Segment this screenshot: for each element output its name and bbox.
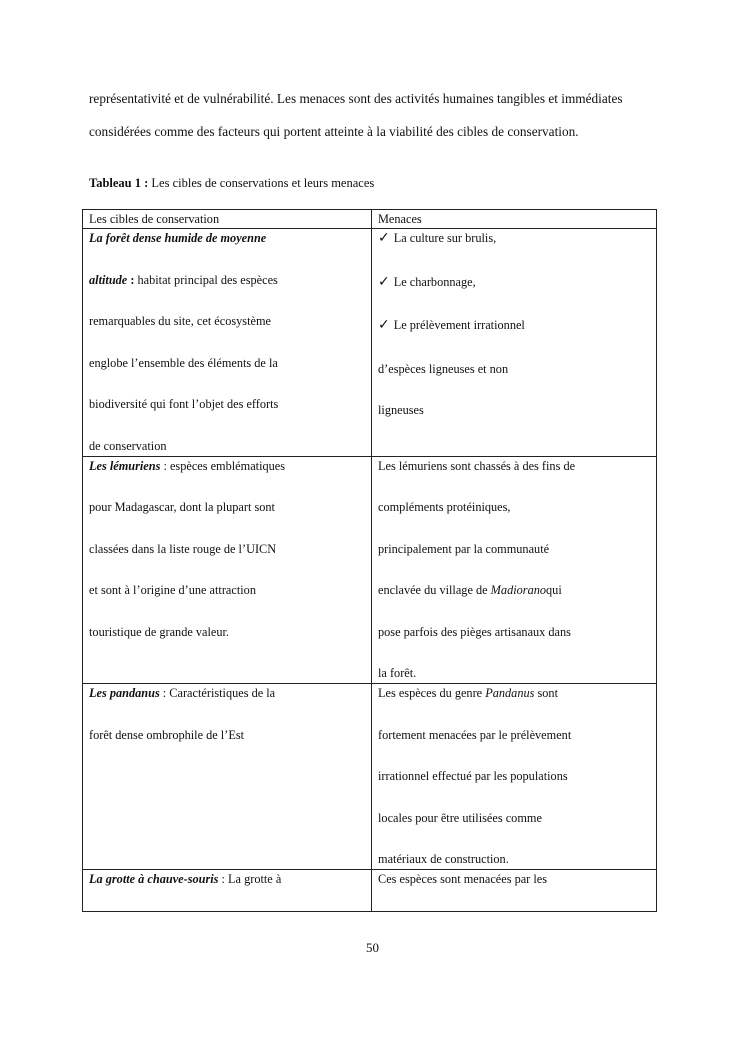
page-number: 50 [366,940,379,955]
table-row [83,870,657,912]
threat-text: Les espèces du genre [378,686,486,700]
target-text: classées dans la liste rouge de l’UICN [89,541,277,556]
threat-text: fortement menacées par le prélèvement [378,727,572,742]
threat-text: Les lémuriens sont chassés à des fins de [378,458,576,473]
table-row [83,684,657,870]
target-text: pour Madagascar, dont la plupart sont [89,500,275,514]
table-caption-text: Les cibles de conservations et leurs menaces [148,176,375,190]
target-text: : La grotte à [218,872,282,886]
threat-text: pose parfois des pièges artisanaux dans [378,624,571,639]
threats-cell [372,684,657,870]
target-text: remarquables du site, cet écosystème [89,314,271,328]
target-text: biodiversité qui font l’objet des efforts [89,397,279,411]
target-text: : espèces emblématiques [160,458,286,473]
intro-paragraph-line-1: représentativité et de vulnérabilité. Les menaces sont des activités humaines tangibles et immédiates [89,91,623,106]
target-cell [83,229,372,457]
threat-text: locales pour être utilisées comme [378,810,542,825]
genus-name: Pandanus [485,686,535,700]
target-title: La forêt dense humide de moyenne [89,231,267,245]
target-title-cont: altitude [89,272,128,287]
target-text: habitat principal des espèces [134,272,278,287]
checkmark-icon: ✓ [378,230,390,246]
threat-text: irrationnel effectué par les populations [378,769,568,783]
threat-text: matériaux de construction. [378,852,509,866]
threat-text: compléments protéiniques, [378,500,511,514]
target-text: de conservation [89,438,167,453]
header-conservation-targets: Les cibles de conservation [83,210,372,229]
threat-text: la forêt. [378,666,417,680]
threat-text: enclavée du village de [378,583,491,597]
threat-bullet: Le prélèvement irrationnel [393,318,525,332]
target-cell [83,870,372,912]
checkmark-icon: ✓ [378,273,390,290]
table-header-row [83,210,657,229]
table-caption-label: Tableau 1 : [89,176,149,190]
header-threats: Menaces [372,210,657,229]
target-text: : Caractéristiques de la [159,686,276,700]
threats-cell [372,870,657,912]
target-cell [83,684,372,870]
conservation-threats-table [82,209,657,912]
target-text: forêt dense ombrophile de l’Est [89,727,245,742]
threat-text: sont [534,686,558,700]
table-row [83,456,657,684]
checkmark-icon: ✓ [378,317,390,333]
target-separator: : [127,272,135,287]
target-text: englobe l’ensemble des éléments de la [89,355,278,370]
threat-text: d’espèces ligneuses et non [378,361,509,376]
intro-paragraph-line-2: considérées comme des facteurs qui portent atteinte à la viabilité des cibles de conservation. [89,124,579,139]
target-title: La grotte à chauve-souris [89,872,219,886]
target-text: et sont à l’origine d’une attraction [89,583,256,597]
threats-cell [372,456,657,684]
village-name: Madiorano [490,583,547,597]
threats-cell [372,229,657,457]
threat-text: ligneuses [378,403,424,417]
threat-text: Ces espèces sont menacées par les [378,872,548,886]
threat-bullet: Le charbonnage, [393,274,476,289]
threat-bullet: La culture sur brulis, [393,231,497,245]
target-cell [83,456,372,684]
table-caption [89,174,374,192]
target-title: Les pandanus [89,686,160,700]
threat-text: qui [546,583,562,597]
threat-text: principalement par la communauté [378,541,550,556]
table-row [83,229,657,457]
target-title: Les lémuriens [89,458,161,473]
target-text: touristique de grande valeur. [89,624,230,639]
